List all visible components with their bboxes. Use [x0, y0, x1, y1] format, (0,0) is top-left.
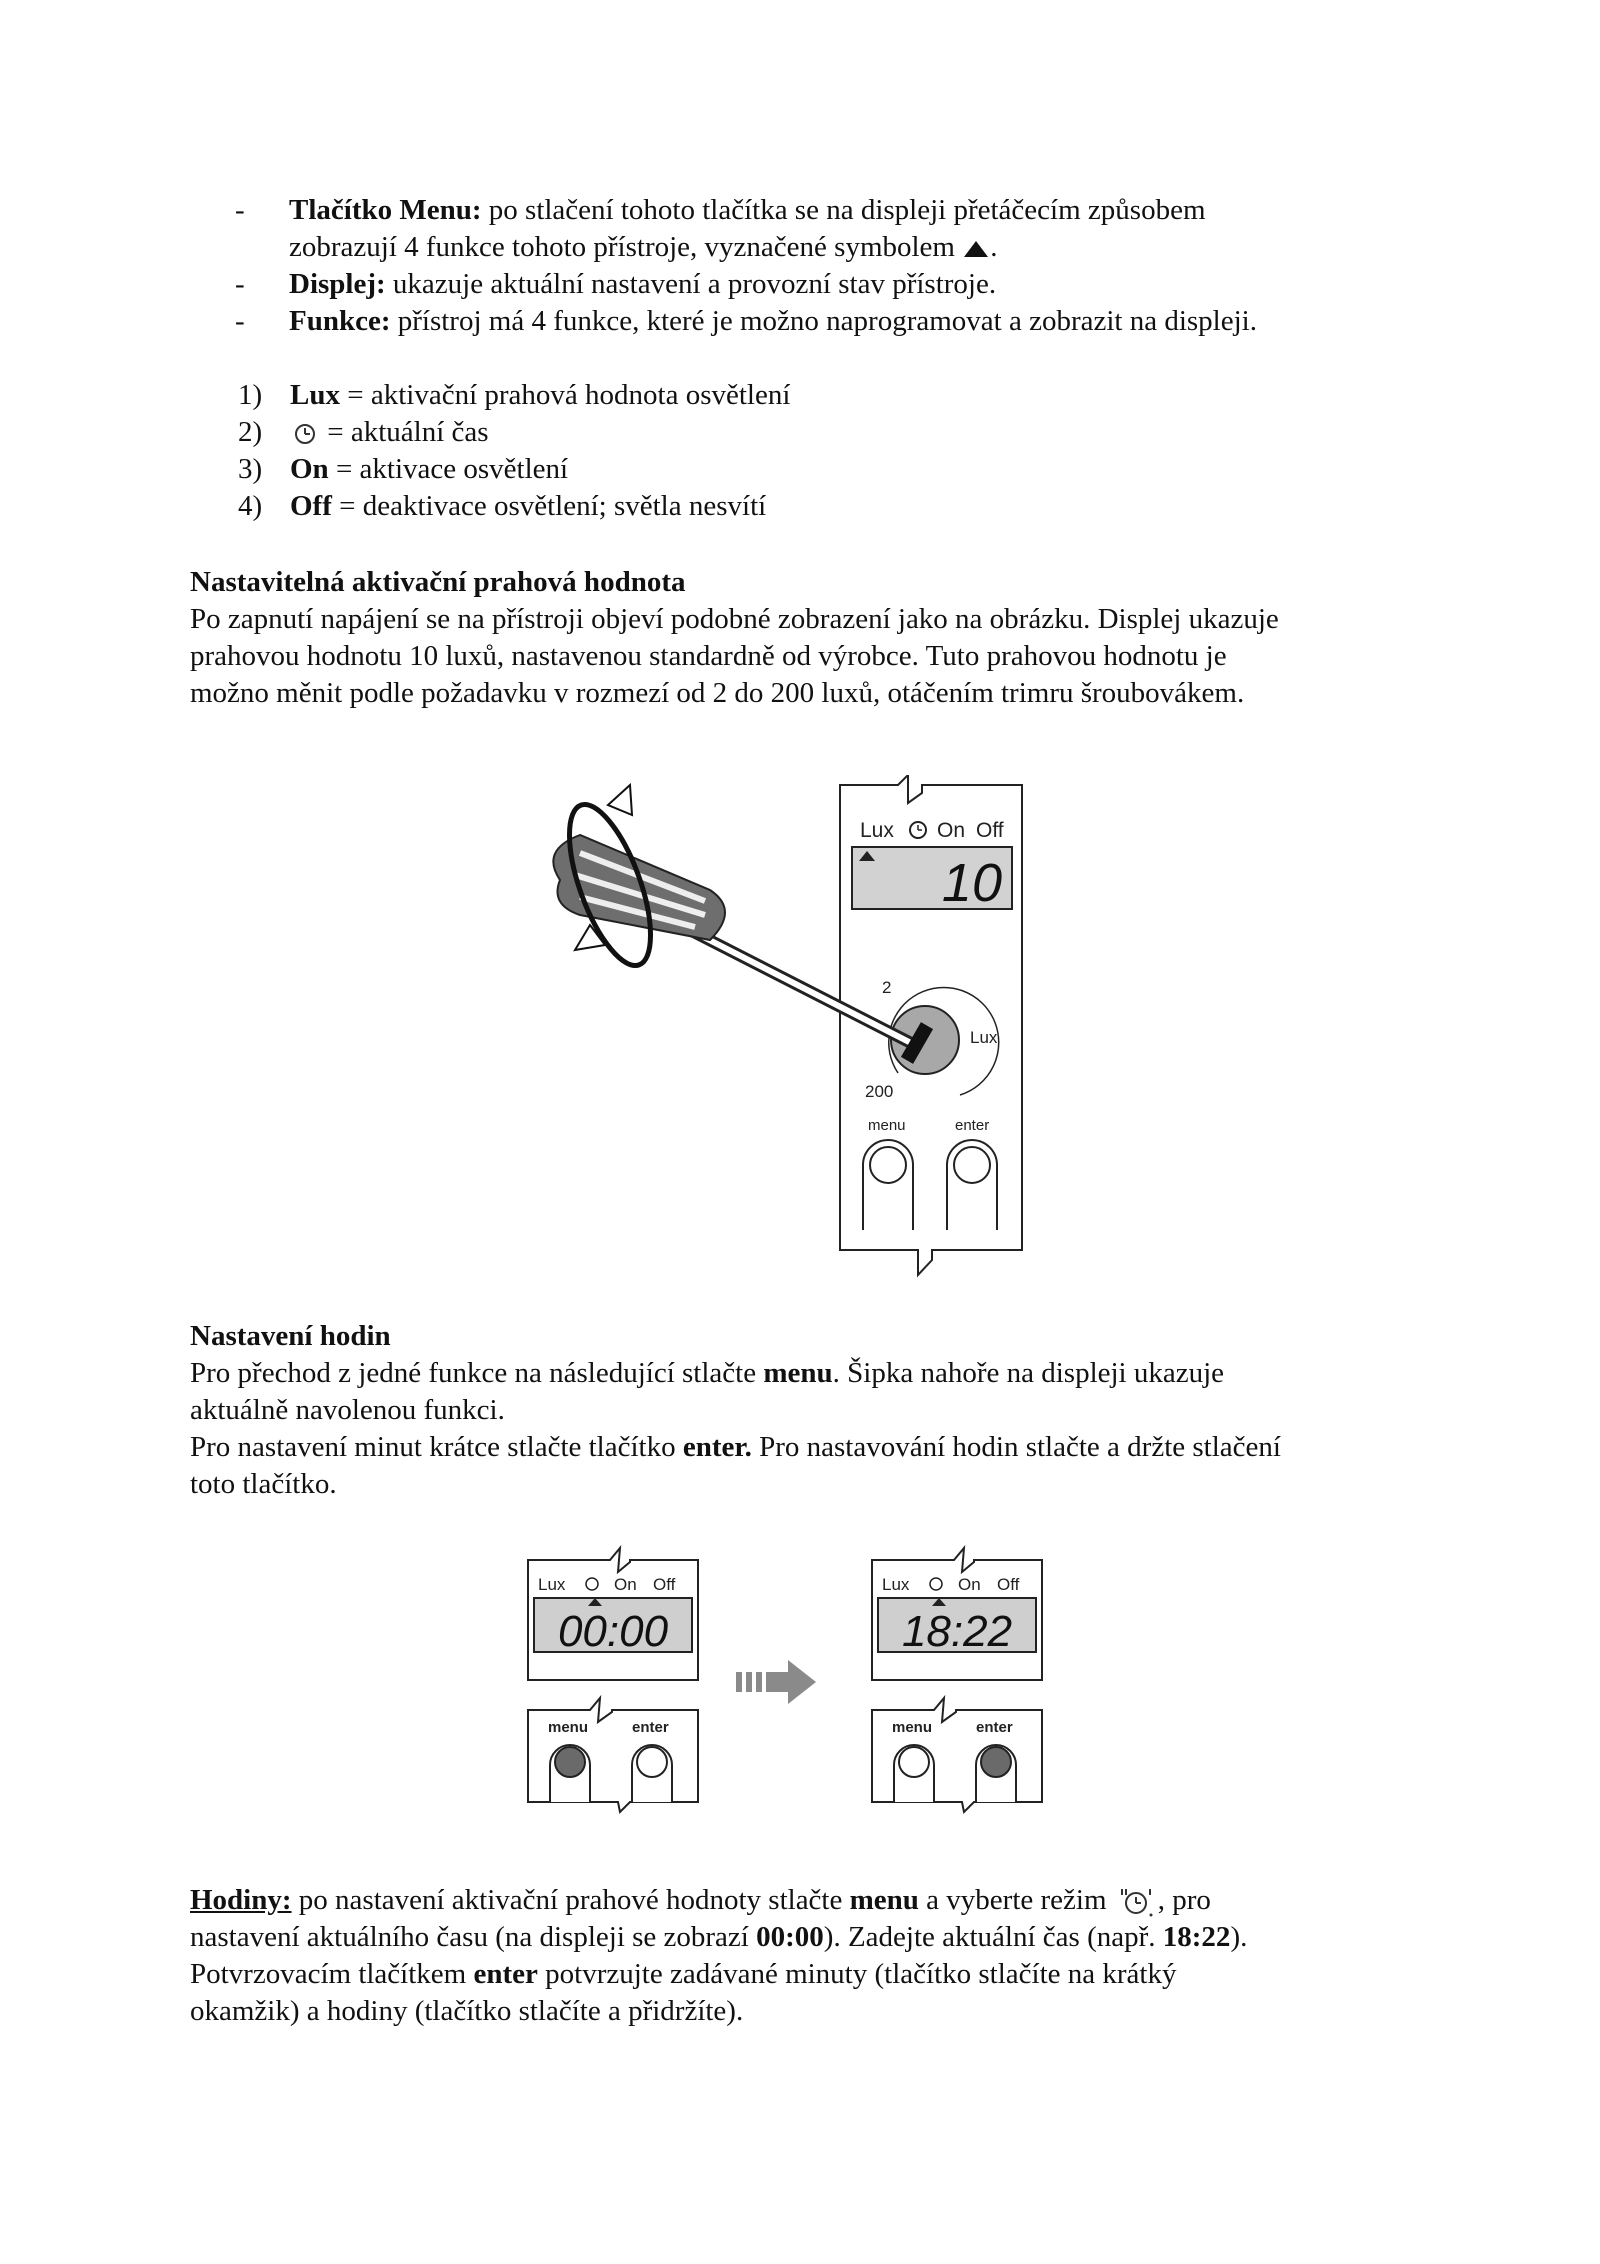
- paragraph-bold: menu: [849, 1884, 919, 1916]
- bullet-functions: [190, 303, 1450, 340]
- item-number: 3): [238, 453, 263, 485]
- bullet-dash: -: [235, 194, 245, 226]
- bullet-text: po stlačení tohoto tlačítka se na displeji přetáčecím způsobem: [481, 194, 1206, 226]
- item-number: 4): [238, 490, 263, 522]
- item-term: Lux: [290, 379, 340, 411]
- lcd-value: 18:22: [901, 1607, 1013, 1656]
- paragraph-text: ).: [1230, 1921, 1248, 1954]
- bullet-term: Funkce:: [289, 305, 391, 337]
- item-term: On: [290, 453, 329, 485]
- menu-button[interactable]: [894, 1745, 934, 1802]
- paragraph-bold: enter: [473, 1958, 538, 1991]
- enter-button-label: enter: [632, 1719, 669, 1736]
- dial-max-label: 200: [865, 1082, 894, 1101]
- paragraph-text: po nastavení aktivační prahové hodnoty stlačte: [291, 1884, 850, 1916]
- bullet-dash: -: [235, 305, 245, 337]
- threshold-section: [190, 564, 1440, 712]
- paragraph-text: Pro nastavování hodin stlačte a držte stlačení: [751, 1431, 1281, 1463]
- enter-button-label: enter: [976, 1719, 1013, 1736]
- bullet-dash: -: [235, 268, 245, 300]
- clock-icon: [290, 422, 320, 446]
- paragraph-bold: enter.: [682, 1431, 752, 1463]
- item-term: Off: [290, 490, 332, 522]
- dial-unit-label: Lux: [970, 1028, 998, 1047]
- paragraph-line: toto tlačítko.: [190, 1468, 337, 1500]
- paragraph-text: Potvrzovacím tlačítkem: [190, 1958, 474, 1991]
- paragraph-bold: 18:22: [1162, 1921, 1231, 1954]
- bullet-display: [190, 266, 1450, 303]
- item-text: = aktivační prahová hodnota osvětlení: [339, 379, 791, 411]
- item-number: 2): [238, 416, 263, 448]
- enter-button-label: enter: [955, 1117, 990, 1134]
- label-lux: Lux: [538, 1575, 566, 1594]
- lcd-value: 00:00: [557, 1607, 669, 1656]
- label-on: On: [958, 1575, 981, 1594]
- paragraph-text: , pro: [1157, 1884, 1211, 1916]
- triangle-arrow-icon: [962, 238, 990, 260]
- dial-min-label: 2: [882, 978, 892, 997]
- section-heading: Nastavení hodin: [190, 1320, 391, 1352]
- enter-button[interactable]: [976, 1745, 1016, 1802]
- label-lux: Lux: [882, 1575, 910, 1594]
- paragraph-text: ). Zadejte aktuální čas (např.: [823, 1921, 1163, 1954]
- item-text: = aktuální čas: [320, 416, 489, 448]
- enter-button[interactable]: [632, 1745, 672, 1802]
- item-text: = aktivace osvětlení: [328, 453, 569, 485]
- paragraph-line: prahovou hodnotu 10 luxů, nastavenou standardně od výrobce. Tuto prahovou hodnotu je: [190, 640, 1227, 672]
- device-right: [872, 1548, 1042, 1812]
- label-on: On: [614, 1575, 637, 1594]
- bullet-text: ukazuje aktuální nastavení a provozní stav přístroje.: [385, 268, 997, 300]
- paragraph-bold: menu: [763, 1357, 833, 1389]
- paragraph-text: potvrzujte zadávané minuty (tlačítko stlačíte na krátký: [537, 1958, 1177, 1991]
- paragraph-text: a vyberte režim: [918, 1884, 1114, 1916]
- enter-button[interactable]: [947, 1140, 997, 1230]
- label-on: On: [937, 819, 966, 842]
- paragraph-line: okamžik) a hodiny (tlačítko stlačíte a přidržíte).: [190, 1995, 744, 2028]
- item-text: = deaktivace osvětlení; světla nesvítí: [331, 490, 767, 522]
- menu-button-label: menu: [892, 1719, 933, 1736]
- paragraph-line: Po zapnutí napájení se na přístroji objeví podobné zobrazení jako na obrázku. Displej ukazuje: [190, 603, 1279, 635]
- bullet-menu-button: [190, 192, 1450, 266]
- figure-clock-setting: [520, 1540, 1050, 1820]
- label-off: Off: [997, 1575, 1020, 1594]
- bullet-term: Displej:: [289, 268, 386, 300]
- paragraph-text: . Šipka nahoře na displeji ukazuje: [832, 1357, 1225, 1389]
- label-off: Off: [653, 1575, 676, 1594]
- label-lux: Lux: [860, 819, 894, 842]
- lcd-value: 10: [941, 853, 1002, 913]
- item-number: 1): [238, 379, 263, 411]
- menu-button[interactable]: [550, 1745, 590, 1802]
- paragraph-text: Pro přechod z jedné funkce na následující stlačte: [190, 1357, 764, 1389]
- paragraph-line: aktuálně navolenou funkci.: [190, 1394, 505, 1426]
- hours-label: Hodiny:: [190, 1884, 292, 1916]
- hours-section: [190, 1882, 1490, 2030]
- clock-mode-icon: [1114, 1885, 1158, 1919]
- bullet-text: zobrazují 4 funkce tohoto přístroje, vyznačené symbolem: [289, 231, 955, 263]
- section-heading: Nastavitelná aktivační prahová hodnota: [190, 566, 686, 598]
- label-off: Off: [976, 819, 1004, 842]
- menu-button-label: menu: [548, 1719, 589, 1736]
- bullet-term: Tlačítko Menu:: [289, 194, 482, 226]
- bullet-text: přístroj má 4 funkce, které je možno naprogramovat a zobrazit na displeji.: [390, 305, 1257, 337]
- clock-setting-section: [190, 1318, 1450, 1503]
- figure-device-screwdriver: [520, 775, 1040, 1285]
- bullet-text-end: .: [990, 231, 998, 263]
- paragraph-text: nastavení aktuálního času (na displeji se zobrazí: [190, 1921, 757, 1954]
- paragraph-text: Pro nastavení minut krátce stlačte tlačítko: [190, 1431, 683, 1463]
- paragraph-bold: 00:00: [756, 1921, 824, 1954]
- paragraph-line: možno měnit podle požadavku v rozmezí od 2 do 200 luxů, otáčením trimru šroubovákem.: [190, 677, 1245, 709]
- menu-button-label: menu: [868, 1117, 906, 1134]
- menu-button[interactable]: [863, 1140, 913, 1230]
- arrow-right-icon: [736, 1660, 816, 1704]
- device-left: [528, 1548, 698, 1812]
